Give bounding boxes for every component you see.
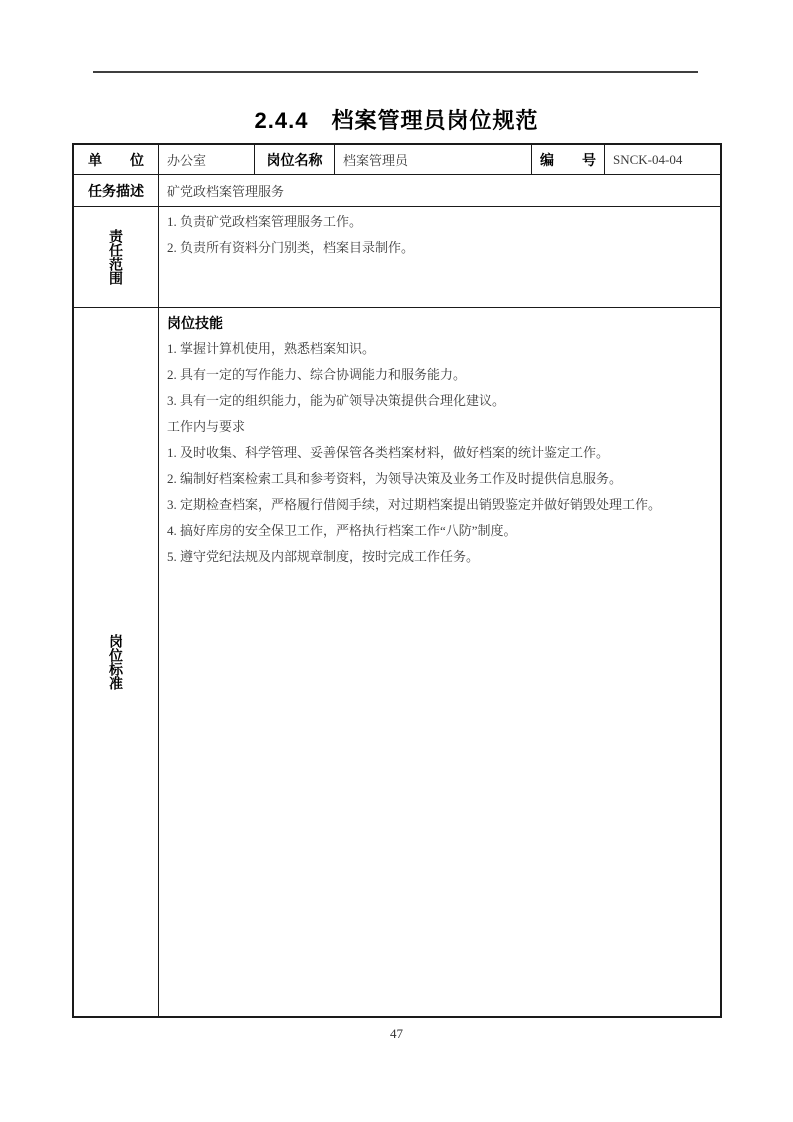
table-row-responsibility [74,207,720,308]
responsibility-item: 2. 负责所有资料分门别类，档案目录制作。 [167,240,415,255]
skill-item: 1. 掌握计算机使用，熟悉档案知识。 [167,341,376,356]
page-number: 47 [390,1026,403,1041]
standard-label: 岗位标准 [108,634,124,690]
skill-item: 3. 具有一定的组织能力，能为矿领导决策提供合理化建议。 [167,393,506,408]
code-value-cell: SNCK-04-04 [613,151,683,167]
work-item: 5. 遵守党纪法规及内部规章制度，按时完成工作任务。 [167,549,480,564]
position-name-value-cell: 档案管理员 [335,145,532,174]
unit-value-cell: 办公室 [159,145,255,174]
unit-label-cell: 单 位 [74,145,159,174]
work-item: 2. 编制好档案检索工具和参考资料，为领导决策及业务工作及时提供信息服务。 [167,471,623,486]
responsibility-item: 1. 负责矿党政档案管理服务工作。 [167,214,363,229]
work-item: 3. 定期检查档案，严格履行借阅手续，对过期档案提出销毁鉴定并做好销毁处理工作。 [167,497,662,512]
table-row-task [74,175,720,207]
skills-heading: 岗位技能 [167,315,223,331]
work-item: 4. 搞好库房的安全保卫工作，严格执行档案工作“八防”制度。 [167,523,517,538]
work-requirements-heading: 工作内与要求 [167,419,246,434]
responsibility-label-cell [74,207,159,307]
standard-label-cell [74,308,159,1016]
job-spec-table [72,143,722,1018]
page-title: 2.4.4 档案管理员岗位规范 [254,108,539,133]
skill-item: 2. 具有一定的写作能力、综合协调能力和服务能力。 [167,367,467,382]
code-label-cell: 编 号 [532,145,605,174]
table-row-header [74,145,720,175]
position-name-label-cell: 岗位名称 [255,145,335,174]
work-item: 1. 及时收集、科学管理、妥善保管各类档案材料，做好档案的统计鉴定工作。 [167,445,610,460]
standard-content-cell [159,308,720,1016]
responsibility-content-cell [159,207,720,307]
task-label-cell: 任务描述 [74,175,159,206]
task-value-cell: 矿党政档案管理服务 [167,184,285,199]
table-row-standard [74,308,720,1016]
header-rule-line [93,71,698,73]
responsibility-label: 责任范围 [108,229,124,285]
